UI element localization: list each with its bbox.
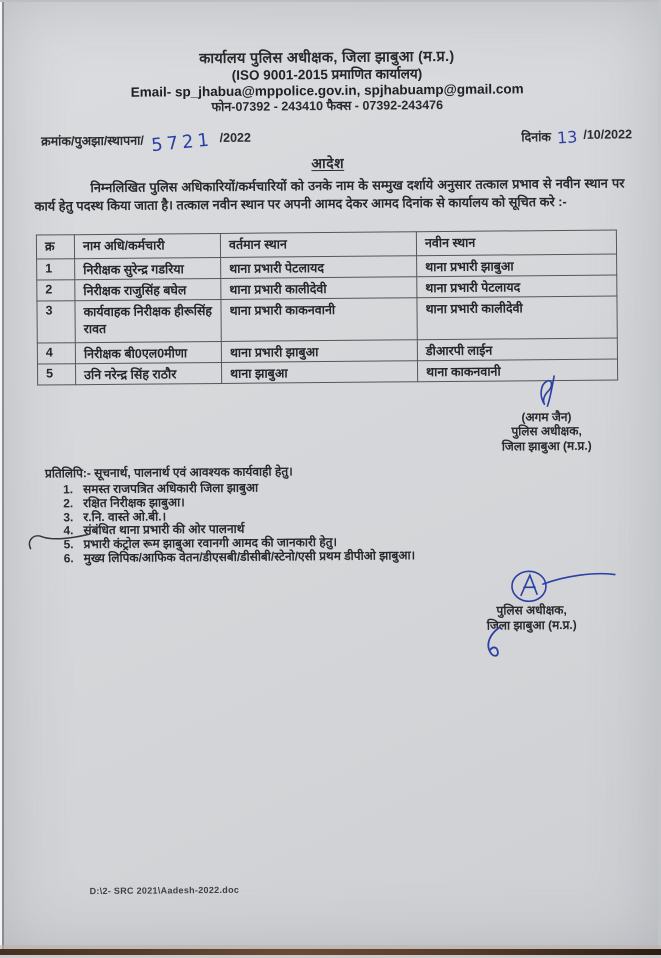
scan-edge-bottom — [0, 949, 661, 955]
cell-new-posting: डीआरपी लाईन — [417, 338, 617, 361]
reference-line — [40, 127, 633, 157]
cell-name: उनि नरेन्द्र सिंह राठौर — [75, 362, 221, 384]
cell-name: कार्यवाहक निरीक्षक हीरूसिंह रावत — [75, 299, 221, 342]
email-line: Email- sp_jhabua@mppolice.gov.in, spjhabuamp@gmail.com — [130, 81, 524, 100]
list-item-number: 2. — [63, 496, 74, 511]
date-field — [521, 127, 632, 147]
signature-block-primary — [451, 373, 642, 454]
reference-number-year: /2022 — [219, 130, 251, 145]
cell-name: निरीक्षक राजुसिंह बघेल — [75, 278, 221, 300]
signature-scribble-icon — [507, 567, 619, 602]
list-item-text: मुख्य लिपिक/आफिक वेतन/डीएसबी/डीसीबी/स्टेनो/एसी प्रथम डीपीओ झाबुआ। — [83, 548, 416, 566]
cell-serial: 4 — [37, 343, 75, 364]
cell-new-posting: थाना प्रभारी झाबुआ — [417, 254, 617, 277]
cell-current-posting: थाना प्रभारी कालीदेवी — [221, 277, 417, 300]
signatory-role: पुलिस अधीक्षक, — [496, 602, 567, 618]
cell-serial: 1 — [37, 259, 75, 280]
list-item — [46, 548, 611, 567]
list-item-text: समस्त राजपत्रित अधिकारी जिला झाबुआ — [83, 480, 259, 497]
col-header-new-posting: नवीन स्थान — [416, 230, 616, 256]
cell-name: निरीक्षक बी0एल0मीणा — [75, 341, 221, 363]
pen-tick-mark-icon — [27, 530, 93, 553]
col-header-serial: क्र — [36, 235, 74, 259]
signature-scribble-icon — [531, 374, 561, 408]
col-header-current-posting: वर्तमान स्थान — [220, 232, 416, 258]
handwritten-date-day: 13 — [556, 127, 578, 148]
cell-name: निरीक्षक सुरेन्द्र गडरिया — [75, 257, 221, 279]
phone-fax-line: फोन-07392 - 243410 फैक्स - 07392-243476 — [211, 97, 444, 114]
cell-serial: 5 — [37, 364, 75, 385]
date-label: दिनांक — [521, 130, 552, 145]
table-row — [37, 296, 617, 343]
scan-edge-top — [0, 0, 661, 2]
iso-certification-line: (ISO 9001-2015 प्रमाणित कार्यालय) — [231, 66, 423, 83]
office-name: कार्यालय पुलिस अधीक्षक, जिला झाबुआ (म.प्र.) — [199, 48, 455, 68]
list-item-number: 1. — [63, 482, 74, 497]
document-file-path: D:\2- SRC 2021\Aadesh-2022.doc — [89, 884, 240, 897]
cell-current-posting: थाना प्रभारी पेटलायद — [221, 256, 417, 279]
copies-section — [45, 460, 611, 567]
cell-new-posting: थाना काकनवानी — [417, 359, 617, 382]
list-item-number: 6. — [63, 551, 74, 566]
scan-edge-left-shadow — [2, 0, 4, 955]
letterhead — [0, 47, 658, 116]
order-body-paragraph: निम्नलिखित पुलिस अधिकारियों/कर्मचारियों को उनके नाम के सम्मुख दर्शाये अनुसार तत्काल प्रभाव से नवीन स्थान पर कार्य हेतु पदस्थ किया जाता है। तत्काल नवीन स्थान पर अपनी आमद देकर आमद दिनांक से कार्यालय को सूचित करे :- — [34, 175, 625, 214]
cell-current-posting: थाना प्रभारी काकनवानी — [221, 298, 417, 342]
list-item-text: प्रभारी कंट्रोल रूम झाबुआ रवानगी आमद की जानकारी हेतु। — [83, 535, 338, 552]
signatory-name: (अगम जैन) — [521, 409, 572, 425]
col-header-name: नाम अधि/कर्मचारी — [74, 233, 220, 258]
list-item-text: र.नि. वास्ते ओ.बी.। — [83, 509, 167, 524]
cell-current-posting: थाना प्रभारी झाबुआ — [221, 340, 417, 363]
order-title: आदेश — [311, 154, 345, 172]
signature-block-secondary — [429, 567, 635, 634]
cell-serial: 3 — [37, 301, 75, 343]
copies-heading: प्रतिलिपि:- सूचनार्थ, पालनार्थ एवं आवश्यक कार्यवाही हेतु। — [44, 464, 293, 481]
list-item-number: 3. — [63, 509, 74, 524]
cell-new-posting: थाना प्रभारी पेटलायद — [417, 275, 617, 298]
cell-serial: 2 — [37, 280, 75, 301]
signatory-district: जिला झाबुआ (म.प्र.) — [486, 617, 577, 633]
pen-stroke-icon — [481, 626, 507, 660]
date-month-year: /10/2022 — [583, 127, 633, 142]
transfer-table — [36, 229, 618, 385]
cell-current-posting: थाना झाबुआ — [221, 361, 417, 384]
handwritten-reference-number: 5721 — [150, 129, 214, 157]
signatory-role: पुलिस अधीक्षक, — [511, 424, 582, 439]
cell-new-posting: थाना प्रभारी कालीदेवी — [417, 296, 617, 340]
list-item-number: 4. — [63, 523, 74, 538]
list-item-text: संबंधित थाना प्रभारी की ओर पालनार्थ — [83, 522, 245, 538]
list-item-number: 5. — [63, 537, 74, 552]
reference-number — [40, 129, 251, 157]
signatory-district: जिला झाबुआ (म.प्र.) — [501, 438, 592, 454]
list-item-text: रक्षित निरीक्षक झाबुआ। — [83, 495, 185, 510]
reference-number-label: क्रमांक/पुअझा/स्थापना/ — [40, 133, 144, 149]
